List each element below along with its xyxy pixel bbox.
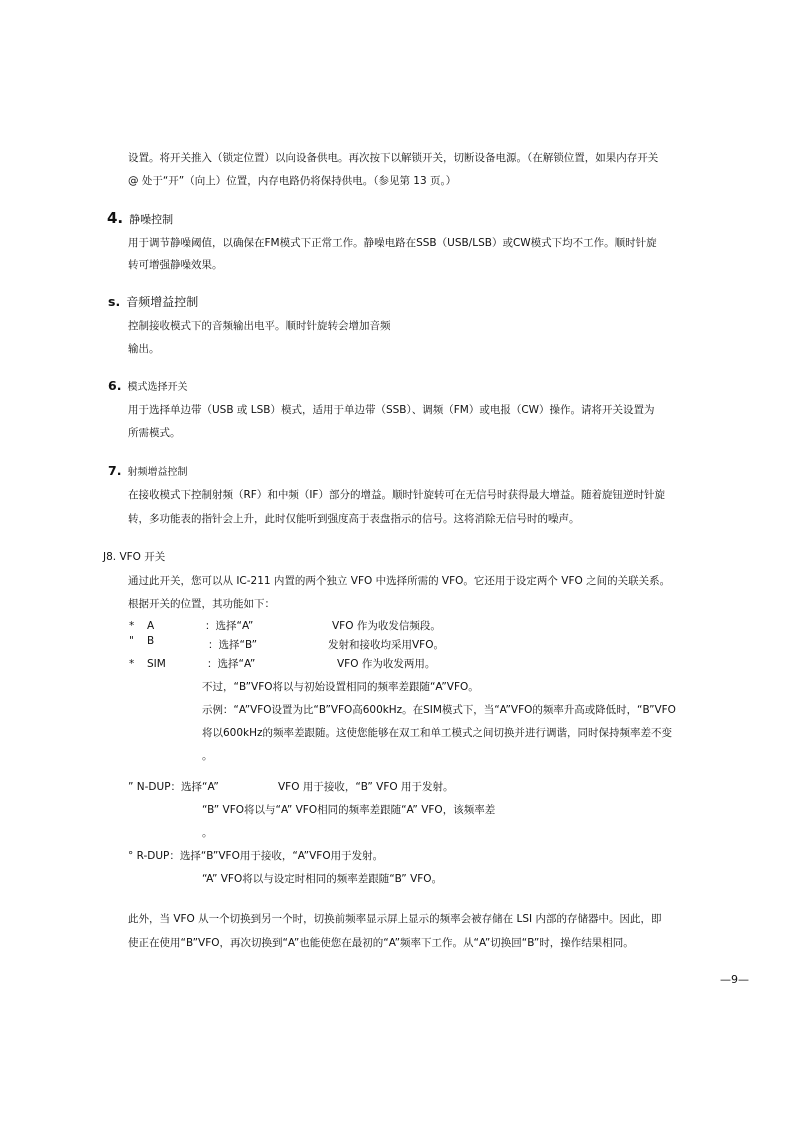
section-7-line-2: 转，多功能表的指针会上升，此时仅能听到强度高于表盘指示的信号。这将消除无信号时的噪声。 xyxy=(128,513,580,525)
rdup-head: ° R-DUP：选择“B”VFO用于接收，“A”VFO用于发射。 xyxy=(128,850,384,862)
section-7-line-1: 在接收模式下控制射频（RF）和中频（IF）部分的增益。顺时针旋转可在无信号时获得最大增益。随着旋钮逆时针旋 xyxy=(128,489,665,501)
closing-line-1: 此外，当 VFO 从一个切换到另一个时，切换前频率显示屏上显示的频率会被存储在 LSI 内部的存储器中。因此，即 xyxy=(128,913,662,925)
section-4-number: 4. xyxy=(107,209,124,227)
section-4-heading xyxy=(107,210,173,228)
option-b-select: ：选择“B” xyxy=(208,639,258,651)
section-7-title: 射频增益控制 xyxy=(127,467,188,478)
option-sim-desc: VFO 作为收发两用。 xyxy=(337,658,436,670)
page-number: —9— xyxy=(720,973,749,986)
section-8-line-1: 通过此开关，您可以从 IC-211 内置的两个独立 VFO 中选择所需的 VFO。它还用于设定两个 VFO 之间的关联关系。 xyxy=(128,575,671,587)
ndup-desc: VFO 用于接收，“B” VFO 用于发射。 xyxy=(278,781,454,793)
option-sim-select: ：选择“A” xyxy=(207,658,256,670)
sim-example-line-1: 示例：“A”VFO设置为比“B”VFO高600kHz。在SIM模式下，当“A”VFO的频率升高或降低时，“B”VFO xyxy=(202,704,676,716)
section-7-number: 7. xyxy=(108,463,122,478)
option-sim-bullet: * xyxy=(129,658,135,670)
option-b-key: B xyxy=(147,635,155,647)
section-5-title: 音频增益控制 xyxy=(126,295,199,309)
option-a-key: A xyxy=(147,620,155,632)
section-5-line-1: 控制接收模式下的音频输出电平。顺时针旋转会增加音频 xyxy=(128,320,391,332)
ndup-note-line-1: “B” VFO将以与“A” VFO相同的频率差跟随“A” VFO，该频率差 xyxy=(202,804,496,816)
option-a-desc: VFO 作为收发信频段。 xyxy=(332,620,441,632)
section-6-heading xyxy=(108,378,187,396)
sim-example-line-2: 将以600kHz的频率差跟随。这使您能够在双工和单工模式之间切换并进行调谐，同时保持频率差不变 xyxy=(202,727,673,739)
section-8-heading: J8. VFO 开关 xyxy=(103,551,166,563)
sim-example-line-3: 。 xyxy=(202,750,213,762)
sim-note: 不过，“B”VFO将以与初始设置相同的频率差跟随“A”VFO。 xyxy=(202,681,479,693)
intro-line-1: 设置。将开关推入（锁定位置）以向设备供电。再次按下以解锁开关，切断设备电源。（在解锁位置，如果内存开关 xyxy=(128,152,659,164)
section-4-line-1: 用于调节静噪阈值，以确保在FM模式下正常工作。静噪电路在SSB（USB/LSB）或CW模式下均不工作。顺时针旋 xyxy=(128,237,657,249)
section-5-line-2: 输出。 xyxy=(128,343,160,355)
ndup-head: ” N-DUP：选择“A” xyxy=(128,781,219,793)
section-8-line-2: 根据开关的位置，其功能如下： xyxy=(128,598,275,610)
option-a-select: ：选择“A” xyxy=(205,620,254,632)
intro-line-2: @ 处于“开”（向上）位置，内存电路仍将保持供电。（参见第 13 页。） xyxy=(128,175,457,187)
option-b-bullet: " xyxy=(129,635,134,647)
section-7-heading xyxy=(108,463,187,481)
section-5-heading xyxy=(108,294,198,311)
section-6-title: 模式选择开关 xyxy=(127,382,188,393)
section-5-number: s. xyxy=(108,294,121,309)
rdup-note: “A” VFO将以与设定时相同的频率差跟随“B” VFO。 xyxy=(202,873,443,885)
section-6-number: 6. xyxy=(108,378,122,393)
ndup-note-line-2: 。 xyxy=(202,827,213,839)
section-4-line-2: 转可增强静噪效果。 xyxy=(128,259,223,271)
section-6-line-1: 用于选择单边带（USB 或 LSB）模式，适用于单边带（SSB）、调频（FM）或电报（CW）操作。请将开关设置为 xyxy=(128,404,655,416)
closing-line-2: 使正在使用“B”VFO，再次切换到“A”也能使您在最初的“A”频率下工作。从“A”切换回“B”时，操作结果相同。 xyxy=(128,937,634,949)
option-b-desc: 发射和接收均采用VFO。 xyxy=(328,639,444,651)
option-sim-key: SIM xyxy=(147,658,166,670)
option-a-bullet: * xyxy=(129,620,135,632)
section-4-title: 静噪控制 xyxy=(129,213,174,226)
section-6-line-2: 所需模式。 xyxy=(128,427,181,439)
